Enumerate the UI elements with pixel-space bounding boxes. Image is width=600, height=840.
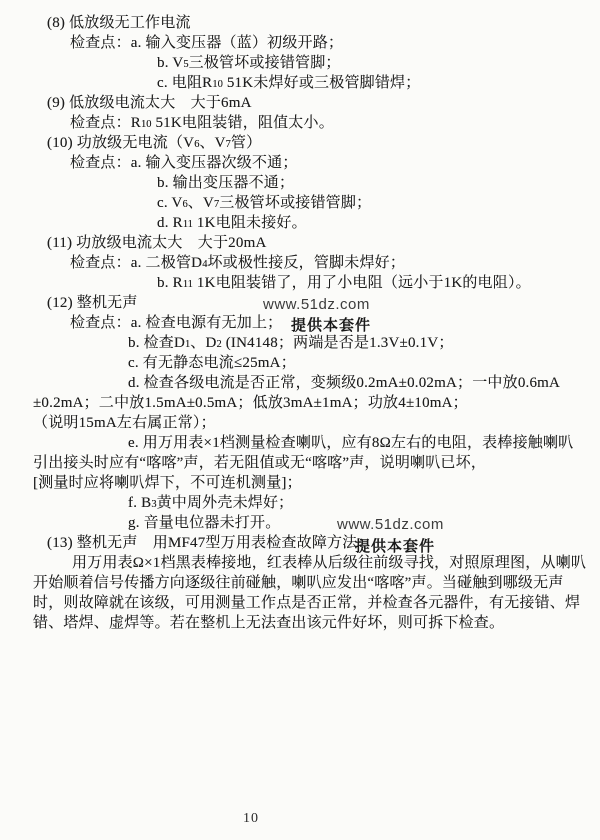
watermark-slogan-2: 提供本套件: [355, 538, 436, 555]
text-line: [测量时应将喇叭焊下，不可连机测量]；: [33, 475, 302, 491]
subscript-digit: 2: [216, 339, 222, 350]
text-line: 检查点：a. 输入变压器（蓝）初级开路；: [70, 35, 344, 51]
text-line: b. 输出变压器不通；: [157, 175, 295, 191]
subscript-digit: 1: [185, 339, 191, 350]
text-line: f. B3黄中周外壳未焊好；: [128, 495, 294, 511]
subscript-digit: 10: [141, 119, 152, 130]
subscript-digit: 11: [182, 279, 193, 290]
text-line: g. 音量电位器未打开。: [128, 515, 281, 531]
text-line: (13) 整机无声 用MF47型万用表检查故障方法：: [47, 535, 373, 551]
text-line: b. V5三极管坏或接错管脚；: [157, 55, 341, 71]
text-line: 用万用表Ω×1档黑表棒接地，红表棒从后级往前级寻找，对照原理图，从喇叭: [72, 555, 587, 571]
text-line: c. 有无静态电流≤25mA；: [128, 355, 296, 371]
text-line: 检查点：a. 二极管D4坏或极性接反，管脚未焊好；: [70, 255, 406, 271]
text-line: 错、塔焊、虚焊等。若在整机上无法查出该元件好坏，则可拆下检查。: [33, 615, 505, 631]
text-line: d. R11 1K电阻未接好。: [157, 215, 307, 231]
text-line: c. V6、V7三极管坏或接错管脚；: [157, 195, 372, 211]
subscript-digit: 10: [212, 79, 223, 90]
watermark-slogan-1: 提供本套件: [291, 317, 372, 334]
text-line: e. 用万用表×1档测量检查喇叭，应有8Ω左右的电阻，表棒接触喇叭: [128, 435, 574, 451]
text-line: (9) 低放级电流太大 大于6mA: [47, 95, 252, 111]
text-line: (8) 低放级无工作电流: [47, 15, 191, 31]
subscript-digit: 6: [182, 199, 188, 210]
text-line: 检查点：R10 51K电阻装错，阻值太小。: [70, 115, 334, 131]
text-line: (10) 功放级无电流（V6、V7管）: [47, 135, 262, 151]
subscript-digit: 5: [183, 59, 189, 70]
subscript-digit: 7: [225, 139, 231, 150]
text-line: b. R11 1K电阻装错了，用了小电阻（远小于1K的电阻）。: [157, 275, 531, 291]
text-line: b. 检查D1、D2 (IN4148；两端是否是1.3V±0.1V；: [128, 335, 454, 351]
text-line: 引出接头时应有“喀喀”声，若无阻值或无“喀喀”声，说明喇叭已坏，: [33, 455, 487, 471]
text-line: (12) 整机无声: [47, 295, 138, 311]
text-line: （说明15mA左右属正常）；: [33, 415, 216, 431]
text-line: 检查点：a. 检查电源有无加上；: [70, 315, 283, 331]
page-number: 10: [243, 811, 259, 826]
text-line: c. 电阻R10 51K未焊好或三极管脚错焊；: [157, 75, 421, 91]
subscript-digit: 4: [202, 259, 208, 270]
subscript-digit: 3: [151, 499, 157, 510]
watermark-url-2: www.51dz.com: [337, 516, 444, 533]
subscript-digit: 7: [214, 199, 220, 210]
text-line: 开始顺着信号传播方向逐级往前碰触，喇叭应发出“喀喀”声。当碰触到哪级无声: [33, 575, 564, 591]
subscript-digit: 6: [194, 139, 200, 150]
text-line: d. 检查各级电流是否正常，变频级0.2mA±0.02mA；一中放0.6mA: [128, 375, 561, 391]
watermark-url-1: www.51dz.com: [263, 296, 370, 313]
text-line: 检查点：a. 输入变压器次级不通；: [70, 155, 298, 171]
text-line: 时，则故障就在该级，可用测量工作点是否正常，并检查各元器件，有无接错、焊: [33, 595, 581, 611]
text-line: ±0.2mA；二中放1.5mA±0.5mA；低放3mA±1mA；功放4±10mA；: [33, 395, 468, 411]
subscript-digit: 11: [182, 219, 193, 230]
text-line: (11) 功放级电流太大 大于20mA: [47, 235, 267, 251]
